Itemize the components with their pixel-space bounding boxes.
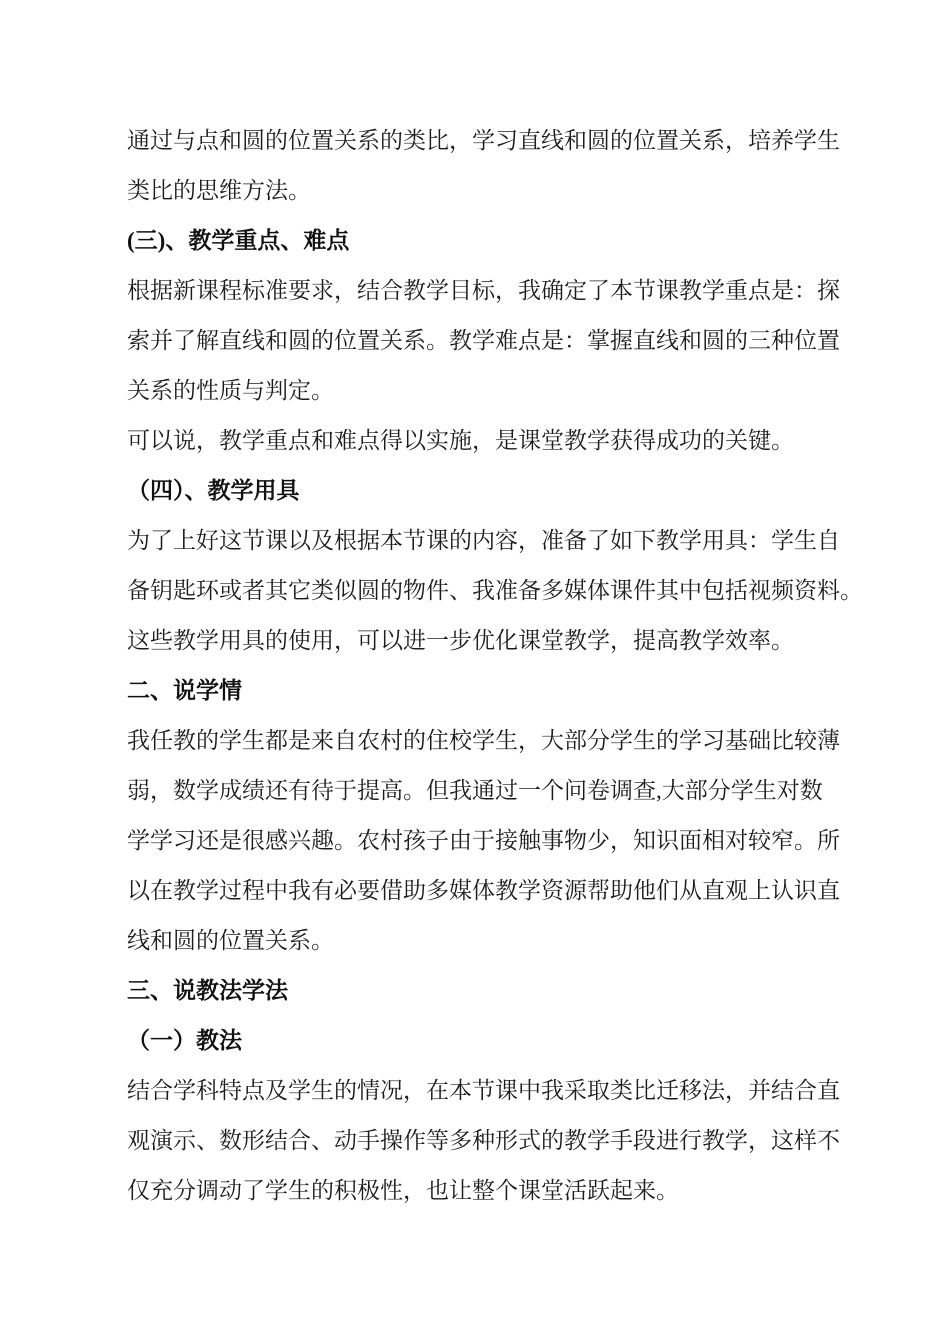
- paragraph-line: 根据新课程标准要求，结合教学目标，我确定了本节课教学重点是：探: [127, 278, 840, 303]
- paragraph-line: 关系的性质与判定。: [127, 378, 334, 403]
- paragraph-line: 学学习还是很感兴趣。农村孩子由于接触事物少，知识面相对较窄。所: [127, 828, 840, 853]
- paragraph-line: 仅充分调动了学生的积极性，也让整个课堂活跃起来。: [127, 1178, 679, 1203]
- section-heading: 二、说学情: [127, 678, 242, 703]
- paragraph-line: 线和圆的位置关系。: [127, 928, 334, 953]
- paragraph-line: 结合学科特点及学生的情况，在本节课中我采取类比迁移法，并结合直: [127, 1078, 840, 1103]
- paragraph-line: 类比的思维方法。: [127, 178, 311, 203]
- paragraph-line: 可以说，教学重点和难点得以实施，是课堂教学获得成功的关键。: [127, 428, 794, 453]
- section-heading: (三)、教学重点、难点: [127, 228, 350, 253]
- paragraph-line: 索并了解直线和圆的位置关系。教学难点是：掌握直线和圆的三种位置: [127, 328, 840, 353]
- paragraph-line: 备钥匙环或者其它类似圆的物件、我准备多媒体课件其中包括视频资料。: [127, 578, 863, 603]
- paragraph-line: 为了上好这节课以及根据本节课的内容，准备了如下教学用具：学生自: [127, 528, 840, 553]
- section-heading: （四）、教学用具: [127, 478, 300, 503]
- section-heading: 三、说教法学法: [127, 978, 288, 1003]
- paragraph-line: 观演示、数形结合、动手操作等多种形式的教学手段进行教学，这样不: [127, 1128, 840, 1153]
- section-heading: （一）教法: [127, 1028, 242, 1053]
- document-content: [127, 116, 863, 1216]
- paragraph-line: 这些教学用具的使用，可以进一步优化课堂教学，提高教学效率。: [127, 628, 794, 653]
- paragraph-line: 我任教的学生都是来自农村的住校学生，大部分学生的学习基础比较薄: [127, 728, 840, 753]
- paragraph-line: 通过与点和圆的位置关系的类比，学习直线和圆的位置关系，培养学生: [127, 128, 840, 153]
- paragraph-line: 以在教学过程中我有必要借助多媒体教学资源帮助他们从直观上认识直: [127, 878, 840, 903]
- paragraph-line: 弱，数学成绩还有待于提高。但我通过一个问卷调查,大部分学生对数: [127, 778, 823, 803]
